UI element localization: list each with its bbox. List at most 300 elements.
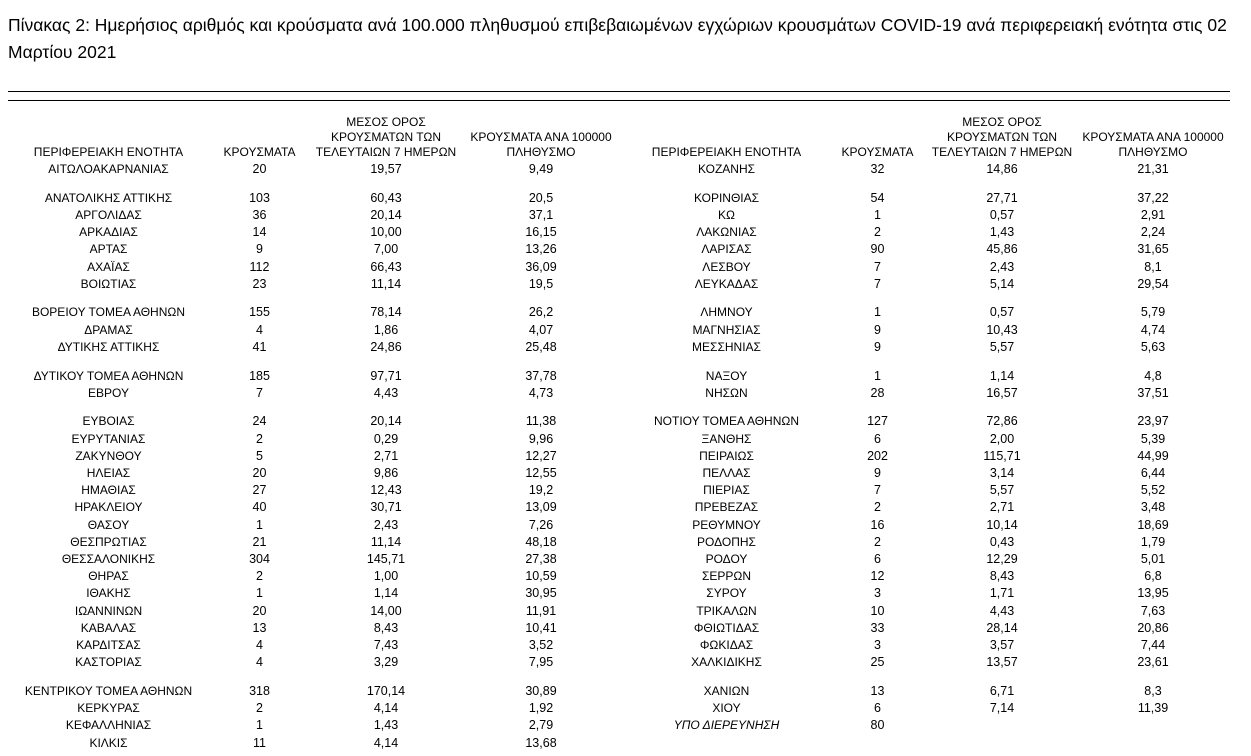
cell-per100k: 2,79 <box>528 718 554 733</box>
cell-unit: ΡΕΘΥΜΝΟΥ <box>692 517 761 532</box>
cell-avg7: 28,14 <box>986 620 1018 635</box>
cell-avg7: 10,14 <box>986 517 1018 532</box>
cell-per100k: 12,27 <box>525 448 557 463</box>
right-table-column <box>626 108 1230 735</box>
cell-avg7: 72,86 <box>986 414 1018 429</box>
table-row <box>8 499 620 516</box>
cell-cases: 13 <box>870 683 885 698</box>
cell-avg7: 0,29 <box>373 431 399 446</box>
table-row <box>8 178 620 207</box>
table-row <box>626 499 1230 516</box>
cell-unit: ΗΜΑΘΙΑΣ <box>81 483 136 498</box>
cell-unit: ΘΑΣΟΥ <box>87 517 130 532</box>
cell-cases: 6 <box>874 431 881 446</box>
table-row <box>626 700 1230 717</box>
cell-avg7: 66,43 <box>370 259 402 274</box>
cell-per100k: 48,18 <box>525 534 557 549</box>
cell-cases: 10 <box>870 603 885 618</box>
cell-per100k: 1,79 <box>1140 534 1166 549</box>
table-row <box>8 465 620 482</box>
cell-per100k: 36,09 <box>525 259 557 274</box>
cell-cases: 12 <box>870 569 885 584</box>
table-body-right <box>626 161 1230 735</box>
cell-unit: ΒΟΙΩΤΙΑΣ <box>80 276 137 291</box>
cell-per100k: 37,51 <box>1137 385 1169 400</box>
cell-avg7: 0,57 <box>989 207 1015 222</box>
cell-unit: ΞΑΝΘΗΣ <box>701 431 752 446</box>
table-row <box>626 259 1230 276</box>
cell-unit: ΚΟΡΙΝΘΙΑΣ <box>693 190 760 205</box>
cell-cases: 3 <box>874 586 881 601</box>
table-row <box>8 276 620 293</box>
cell-unit: ΕΒΡΟΥ <box>88 385 129 400</box>
cell-per100k: 6,44 <box>1140 466 1166 481</box>
cell-cases: 7 <box>256 385 263 400</box>
cell-per100k: 16,15 <box>525 225 557 240</box>
cell-unit: ΕΥΒΟΙΑΣ <box>82 414 135 429</box>
table-row <box>8 482 620 499</box>
cell-avg7: 20,14 <box>370 414 402 429</box>
header-cases: ΚΡΟΥΣΜΑΤΑ <box>841 145 914 159</box>
table-row <box>8 735 620 752</box>
cell-cases: 20 <box>252 466 267 481</box>
cell-unit: ΙΩΑΝΝΙΝΩΝ <box>74 603 143 618</box>
table-row <box>626 356 1230 385</box>
header-avg7: ΜΕΣΟΣ ΟΡΟΣ ΚΡΟΥΣΜΑΤΩΝ ΤΩΝ ΤΕΛΕΥΤΑΙΩΝ 7 ΗΜΕΡΩΝ <box>931 115 1073 159</box>
cell-per100k: 7,26 <box>528 517 554 532</box>
cell-cases: 16 <box>870 517 885 532</box>
cell-avg7: 14,00 <box>370 603 402 618</box>
table-row <box>8 293 620 322</box>
cell-unit: ΑΡΓΟΛΙΔΑΣ <box>75 207 142 222</box>
cell-avg7: 11,14 <box>370 534 402 549</box>
table-row <box>626 207 1230 224</box>
cell-unit: ΗΛΕΙΑΣ <box>86 466 131 481</box>
table-header-row <box>626 108 1230 161</box>
table-row <box>626 654 1230 671</box>
table-row <box>8 534 620 551</box>
table-row <box>626 402 1230 431</box>
cell-avg7: 10,43 <box>986 322 1018 337</box>
cell-per100k: 3,48 <box>1140 500 1166 515</box>
cell-avg7: 20,14 <box>370 207 402 222</box>
cell-unit: ΚΟΖΑΝΗΣ <box>697 162 756 176</box>
cell-per100k: 2,24 <box>1140 225 1166 240</box>
table-row <box>626 637 1230 654</box>
cell-per100k: 13,26 <box>525 242 557 257</box>
cell-unit: ΧΑΝΙΩΝ <box>703 683 750 698</box>
cell-cases: 4 <box>256 655 263 670</box>
cell-per100k: 5,79 <box>1140 305 1166 320</box>
cell-avg7: 6,71 <box>989 683 1015 698</box>
cell-per100k: 4,73 <box>528 385 554 400</box>
cell-cases: 2 <box>874 225 881 240</box>
header-unit: ΠΕΡΙΦΕΡΕΙΑΚΗ ΕΝΟΤΗΤΑ <box>33 145 184 159</box>
cell-unit: ΘΕΣΣΑΛΟΝΙΚΗΣ <box>61 552 156 567</box>
cell-cases: 9 <box>874 339 881 354</box>
cell-avg7: 8,43 <box>373 620 399 635</box>
cell-per100k: 13,09 <box>525 500 557 515</box>
table-row <box>8 339 620 356</box>
cell-per100k: 5,52 <box>1140 483 1166 498</box>
cell-unit: ΠΡΕΒΕΖΑΣ <box>694 500 759 515</box>
cell-avg7: 60,43 <box>370 190 402 205</box>
cell-unit: ΤΡΙΚΑΛΩΝ <box>696 603 757 618</box>
cell-per100k: 12,55 <box>525 466 557 481</box>
table-row <box>8 603 620 620</box>
table-body-left <box>8 161 620 752</box>
cell-cases: 7 <box>874 259 881 274</box>
header-per100k: ΚΡΟΥΣΜΑΤΑ ΑΝΑ 100000 ΠΛΗΘΥΣΜΟ <box>1082 130 1224 159</box>
cell-cases: 90 <box>870 242 885 257</box>
cell-cases: 127 <box>867 414 888 429</box>
cell-unit: ΛΗΜΝΟΥ <box>700 305 753 320</box>
cell-cases: 25 <box>870 655 885 670</box>
cell-unit: ΠΕΙΡΑΙΩΣ <box>699 448 754 463</box>
table-row <box>8 241 620 258</box>
table-row <box>8 161 620 178</box>
cell-unit: ΜΕΣΣΗΝΙΑΣ <box>692 339 761 354</box>
cell-cases: 9 <box>874 322 881 337</box>
cell-cases: 41 <box>252 339 267 354</box>
cell-unit: ΦΘΙΩΤΙΔΑΣ <box>693 620 760 635</box>
cell-unit: ΚΑΡΔΙΤΣΑΣ <box>76 638 141 653</box>
table-caption: Πίνακας 2: Ημερήσιος αριθμός και κρούσματα ανά 100.000 πληθυσμού επιβεβαιωμένων εγχώριων κρουσμάτων COVID-19 ανά περιφερειακή ενότητα στις 02 Μαρτίου 2021 <box>8 15 1227 62</box>
cell-cases: 24 <box>252 414 267 429</box>
cell-avg7: 7,14 <box>989 701 1015 716</box>
cell-per100k: 10,41 <box>525 620 557 635</box>
cell-cases: 11 <box>253 735 266 750</box>
cell-cases: 36 <box>252 207 267 222</box>
cell-per100k: 29,54 <box>1137 276 1169 291</box>
header-per100k: ΚΡΟΥΣΜΑΤΑ ΑΝΑ 100000 ΠΛΗΘΥΣΜΟ <box>470 130 612 159</box>
cell-per100k: 7,44 <box>1140 638 1166 653</box>
cell-avg7: 30,71 <box>370 500 402 515</box>
top-rule <box>8 91 1230 92</box>
cell-cases: 9 <box>874 466 881 481</box>
cell-cases: 21 <box>252 534 267 549</box>
cell-avg7: 78,14 <box>370 305 402 320</box>
cell-unit: ΚΑΣΤΟΡΙΑΣ <box>75 655 142 670</box>
cell-cases: 2 <box>874 500 881 515</box>
cell-per100k: 31,65 <box>1137 242 1169 257</box>
cell-avg7: 0,57 <box>989 305 1015 320</box>
cell-cases: 1 <box>256 517 263 532</box>
cell-avg7: 2,43 <box>373 517 399 532</box>
table-row <box>8 207 620 224</box>
cell-avg7: 12,43 <box>370 483 402 498</box>
cell-avg7: 1,86 <box>373 322 399 337</box>
cell-avg7: 5,57 <box>989 339 1015 354</box>
cell-avg7: 9,86 <box>373 466 399 481</box>
table-row <box>626 448 1230 465</box>
cell-cases: 27 <box>252 483 267 498</box>
table-row <box>8 700 620 717</box>
cell-unit: ΣΕΡΡΩΝ <box>701 569 752 584</box>
cell-cases: 155 <box>249 305 270 320</box>
cases-table-right <box>626 108 1230 735</box>
cell-per100k: 30,89 <box>525 683 557 698</box>
cell-avg7: 1,14 <box>989 368 1015 383</box>
cell-avg7: 12,29 <box>986 552 1018 567</box>
cell-cases: 1 <box>874 207 881 222</box>
cell-avg7: 145,71 <box>366 552 406 567</box>
cell-per100k: 20,86 <box>1137 620 1169 635</box>
cell-avg7: 10,00 <box>370 225 402 240</box>
cell-per100k: 11,39 <box>1137 701 1169 716</box>
table-row <box>626 482 1230 499</box>
cell-per100k: 37,22 <box>1137 190 1169 205</box>
cell-per100k: 1,92 <box>528 701 554 716</box>
cell-per100k: 5,01 <box>1140 552 1166 567</box>
table-row <box>8 551 620 568</box>
cell-avg7: 0,43 <box>989 534 1015 549</box>
cell-unit: ΝΗΣΩΝ <box>705 385 748 400</box>
cell-cases: 14 <box>252 225 267 240</box>
table-row <box>8 654 620 671</box>
cell-per100k: 8,3 <box>1144 683 1162 698</box>
cell-per100k: 5,63 <box>1140 339 1166 354</box>
cell-per100k: 5,39 <box>1140 431 1166 446</box>
cell-avg7: 5,57 <box>989 483 1015 498</box>
cell-per100k: 10,59 <box>525 569 557 584</box>
cell-cases: 304 <box>249 552 270 567</box>
cell-avg7: 4,43 <box>373 385 399 400</box>
cell-per100k: 18,69 <box>1137 517 1169 532</box>
table-row <box>8 620 620 637</box>
cell-unit: ΛΕΥΚΑΔΑΣ <box>694 276 759 291</box>
table-row <box>626 717 1230 734</box>
cell-avg7: 24,86 <box>370 339 402 354</box>
cell-unit: ΑΧΑΪΑΣ <box>87 259 130 274</box>
cell-per100k: 4,8 <box>1144 368 1162 383</box>
left-table-column <box>8 108 620 752</box>
cell-avg7: 170,14 <box>366 683 406 698</box>
cell-cases: 2 <box>874 534 881 549</box>
cell-cases: 112 <box>249 259 270 274</box>
cell-avg7: 4,43 <box>989 603 1015 618</box>
cell-cases: 6 <box>874 552 881 567</box>
cell-unit: ΝΟΤΙΟΥ ΤΟΜΕΑ ΑΘΗΝΩΝ <box>653 414 800 429</box>
cell-cases: 1 <box>874 368 881 383</box>
cell-unit: ΛΑΚΩΝΙΑΣ <box>696 225 757 240</box>
table-row <box>8 431 620 448</box>
cell-cases: 28 <box>870 385 885 400</box>
table-row <box>626 534 1230 551</box>
header-cases: ΚΡΟΥΣΜΑΤΑ <box>223 145 296 159</box>
cell-per100k: 20,5 <box>528 190 554 205</box>
cell-per100k: 27,38 <box>525 552 557 567</box>
cell-cases: 20 <box>252 162 267 176</box>
cell-unit: ΚΕΦΑΛΛΗΝΙΑΣ <box>65 718 152 733</box>
cell-unit: ΦΩΚΙΔΑΣ <box>699 638 754 653</box>
table-row <box>626 276 1230 293</box>
cell-per100k: 9,96 <box>528 431 554 446</box>
table-row <box>626 385 1230 402</box>
table-row <box>626 585 1230 602</box>
cell-unit: ΚΑΒΑΛΑΣ <box>80 620 137 635</box>
cell-cases: 32 <box>870 162 885 176</box>
cell-unit: ΚΕΝΤΡΙΚΟΥ ΤΟΜΕΑ ΑΘΗΝΩΝ <box>24 683 193 698</box>
cell-per100k: 4,07 <box>528 322 554 337</box>
cell-avg7: 19,57 <box>370 162 402 176</box>
cell-unit: ΠΙΕΡΙΑΣ <box>703 483 750 498</box>
cell-avg7: 1,14 <box>373 586 399 601</box>
table-row <box>626 224 1230 241</box>
cell-cases: 54 <box>870 190 885 205</box>
cell-cases: 103 <box>249 190 270 205</box>
cell-per100k: 26,2 <box>528 305 554 320</box>
table-header-row <box>8 108 620 161</box>
cell-cases: 40 <box>252 500 267 515</box>
cell-avg7: 1,43 <box>989 225 1015 240</box>
cell-avg7: 3,57 <box>989 638 1015 653</box>
cell-per100k: 4,74 <box>1140 322 1166 337</box>
cell-avg7: 3,29 <box>373 655 399 670</box>
cell-cases: 5 <box>256 448 263 463</box>
table-row <box>626 322 1230 339</box>
cell-cases: 202 <box>867 448 888 463</box>
cell-unit: ΚΕΡΚΥΡΑΣ <box>77 701 140 716</box>
header-unit: ΠΕΡΙΦΕΡΕΙΑΚΗ ΕΝΟΤΗΤΑ <box>651 145 802 159</box>
cell-unit: ΖΑΚΥΝΘΟΥ <box>75 448 142 463</box>
cell-avg7 <box>928 717 1076 734</box>
cell-avg7: 8,43 <box>989 569 1015 584</box>
cell-cases: 2 <box>256 701 263 716</box>
table-row <box>626 620 1230 637</box>
cell-cases: 80 <box>870 718 885 733</box>
cell-cases: 2 <box>256 569 263 584</box>
table-row <box>8 717 620 734</box>
table-row <box>8 356 620 385</box>
cell-unit: ΘΕΣΠΡΩΤΙΑΣ <box>70 534 147 549</box>
cell-unit: ΑΝΑΤΟΛΙΚΗΣ ΑΤΤΙΚΗΣ <box>44 190 173 205</box>
cell-cases: 20 <box>252 603 267 618</box>
table-row <box>8 517 620 534</box>
cell-per100k: 13,68 <box>525 735 557 750</box>
cell-unit: ΑΙΤΩΛΟΑΚΑΡΝΑΝΙΑΣ <box>48 162 169 176</box>
cell-per100k: 7,63 <box>1140 603 1166 618</box>
cell-per100k: 19,2 <box>528 483 554 498</box>
cell-per100k: 37,1 <box>528 207 554 222</box>
cell-unit: ΕΥΡΥΤΑΝΙΑΣ <box>71 431 146 446</box>
cell-avg7: 4,14 <box>373 701 399 716</box>
cell-cases: 1 <box>874 305 881 320</box>
cell-per100k: 19,5 <box>528 276 554 291</box>
cell-avg7: 7,43 <box>373 638 399 653</box>
cell-per100k: 11,91 <box>525 603 557 618</box>
cell-avg7: 1,43 <box>373 718 399 733</box>
cell-unit: ΔΥΤΙΚΟΥ ΤΟΜΕΑ ΑΘΗΝΩΝ <box>33 368 184 383</box>
table-row <box>8 322 620 339</box>
cell-per100k: 23,61 <box>1137 655 1169 670</box>
cell-per100k: 21,31 <box>1137 162 1169 176</box>
cell-unit: ΠΕΛΛΑΣ <box>702 466 751 481</box>
cell-per100k: 11,38 <box>525 414 557 429</box>
cell-per100k: 30,95 <box>525 586 557 601</box>
cell-unit: ΑΡΤΑΣ <box>89 242 128 257</box>
cell-per100k: 44,99 <box>1137 448 1169 463</box>
cell-per100k: 2,91 <box>1140 207 1166 222</box>
cell-cases: 185 <box>249 368 270 383</box>
table-row <box>626 161 1230 178</box>
cell-per100k: 37,78 <box>525 368 557 383</box>
table-row <box>8 585 620 602</box>
header-avg7: ΜΕΣΟΣ ΟΡΟΣ ΚΡΟΥΣΜΑΤΩΝ ΤΩΝ ΤΕΛΕΥΤΑΙΩΝ 7 ΗΜΕΡΩΝ <box>315 115 457 159</box>
cell-avg7: 5,14 <box>989 276 1015 291</box>
cell-unit: ΑΡΚΑΔΙΑΣ <box>79 225 138 240</box>
table-row <box>8 671 620 700</box>
cell-per100k: 6,8 <box>1144 569 1162 584</box>
cell-cases: 33 <box>870 620 885 635</box>
cell-avg7: 27,71 <box>986 190 1018 205</box>
cell-unit: ΡΟΔΟΠΗΣ <box>697 534 756 549</box>
cell-unit: ΛΕΣΒΟΥ <box>702 259 751 274</box>
table-row <box>8 402 620 431</box>
cell-avg7: 97,71 <box>370 368 402 383</box>
cell-per100k <box>1076 717 1230 734</box>
cell-cases: 318 <box>249 683 270 698</box>
cell-cases: 7 <box>874 483 881 498</box>
cell-cases: 2 <box>256 431 263 446</box>
table-row <box>626 241 1230 258</box>
cell-unit: ΣΥΡΟΥ <box>706 586 747 601</box>
cell-avg7: 11,14 <box>370 276 402 291</box>
table-row <box>8 448 620 465</box>
cell-unit: ΜΑΓΝΗΣΙΑΣ <box>692 322 761 337</box>
cell-cases: 23 <box>252 276 267 291</box>
cell-avg7: 3,14 <box>989 466 1015 481</box>
cell-unit: ΔΡΑΜΑΣ <box>84 322 133 337</box>
table-row <box>8 568 620 585</box>
table-row <box>8 385 620 402</box>
cell-cases: 7 <box>874 276 881 291</box>
cell-avg7: 13,57 <box>986 655 1018 670</box>
table-row <box>8 224 620 241</box>
cell-cases: 6 <box>874 701 881 716</box>
cell-avg7: 7,00 <box>373 242 399 257</box>
cell-avg7: 4,14 <box>373 735 399 750</box>
cell-cases: 4 <box>256 322 263 337</box>
cell-avg7: 2,43 <box>989 259 1015 274</box>
cell-unit: ΧΑΛΚΙΔΙΚΗΣ <box>691 655 762 670</box>
cell-avg7: 1,71 <box>989 586 1015 601</box>
cell-per100k: 8,1 <box>1144 259 1162 274</box>
cases-table-left <box>8 108 620 752</box>
cell-avg7: 16,57 <box>986 385 1018 400</box>
cell-unit: ΙΘΑΚΗΣ <box>86 586 131 601</box>
cell-per100k: 25,48 <box>525 339 557 354</box>
cell-cases: 9 <box>256 242 263 257</box>
table-row <box>8 259 620 276</box>
table-row <box>626 339 1230 356</box>
cell-avg7: 1,00 <box>373 569 399 584</box>
cell-cases: 1 <box>256 586 263 601</box>
cell-unit: ΡΟΔΟΥ <box>705 552 748 567</box>
cell-cases: 1 <box>256 718 263 733</box>
cell-avg7: 2,00 <box>989 431 1015 446</box>
cell-unit: ΥΠΟ ΔΙΕΡΕΥΝΗΣΗ <box>673 718 780 733</box>
table-row <box>626 293 1230 322</box>
cell-cases: 13 <box>252 620 267 635</box>
header-rule <box>8 100 1230 101</box>
cell-per100k: 23,97 <box>1137 414 1169 429</box>
table-row <box>626 568 1230 585</box>
cell-avg7: 14,86 <box>986 162 1018 176</box>
table-row <box>626 431 1230 448</box>
cell-unit: ΗΡΑΚΛΕΙΟΥ <box>74 500 143 515</box>
table-row <box>626 603 1230 620</box>
